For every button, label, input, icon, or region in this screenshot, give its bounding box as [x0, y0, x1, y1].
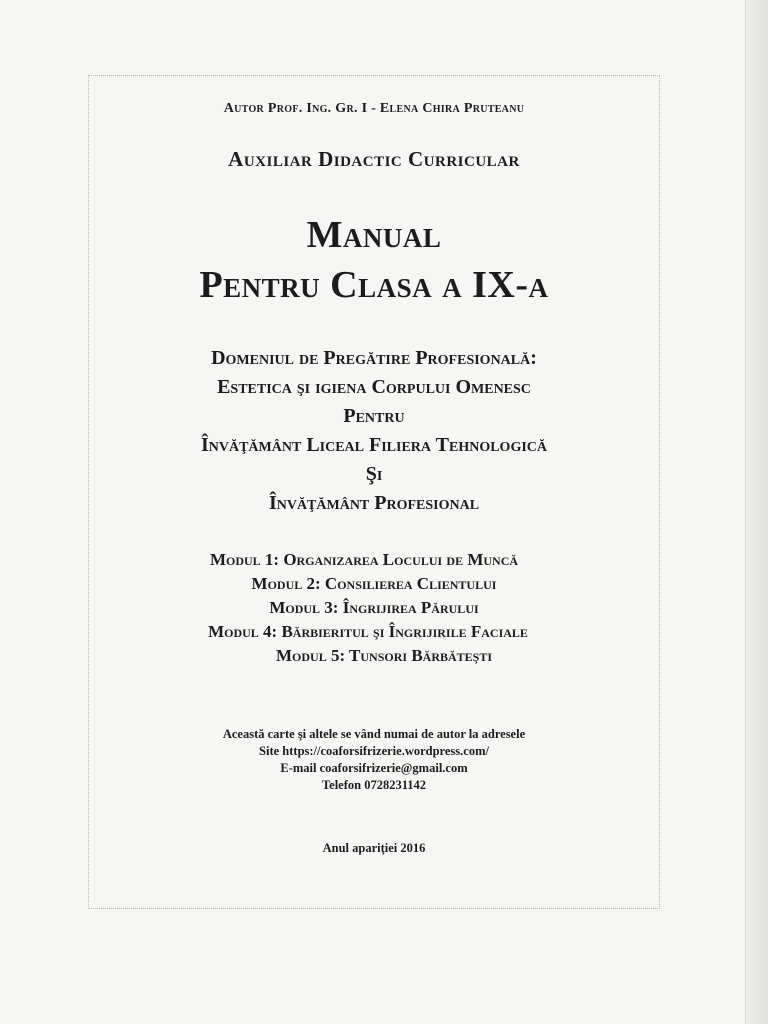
module-5: Modul 5: Tunsori Bărbăteşti — [275, 646, 493, 665]
contact-phone: Telefon 0728231142 — [321, 778, 427, 792]
contact-site: Site https://coaforsifrizerie.wordpress.com/ — [259, 744, 489, 758]
domain-line-1: Domeniul de Pregătire Profesională: — [211, 347, 537, 369]
title-page — [88, 75, 660, 856]
domain-line-5: Şi — [365, 463, 383, 485]
page-edge — [745, 0, 768, 1024]
domain-line-4: Învăţământ Liceal Filiera Tehnologică — [200, 434, 548, 456]
main-title — [88, 210, 660, 310]
domain-block — [88, 344, 660, 518]
author-line: Autor Prof. Ing. Gr. I - Elena Chira Pruteanu — [223, 101, 525, 116]
publication-year: Anul apariţiei 2016 — [322, 841, 426, 855]
module-2: Modul 2: Consilierea Clientului — [251, 574, 497, 593]
subtitle: Auxiliar Didactic Curricular — [228, 147, 520, 171]
contact-email: E-mail coaforsifrizerie@gmail.com — [280, 761, 468, 775]
module-3: Modul 3: Îngrijirea Părului — [269, 598, 479, 617]
module-4: Modul 4: Bărbieritul şi Îngrijirile Faciale — [208, 622, 528, 641]
title-line-1: Manual — [306, 214, 442, 256]
contact-intro: Această carte şi altele se vând numai de autor la adresele — [222, 727, 526, 741]
domain-line-3: Pentru — [343, 405, 405, 427]
modules-list — [88, 548, 660, 668]
domain-line-2: Estetica şi igiena Corpului Omenesc — [217, 376, 531, 398]
module-1: Modul 1: Organizarea Locului de Muncă — [209, 550, 519, 569]
domain-line-6: Învăţământ Profesional — [268, 492, 480, 514]
contact-block — [88, 726, 660, 794]
title-line-2: Pentru Clasa a IX-a — [199, 264, 549, 306]
